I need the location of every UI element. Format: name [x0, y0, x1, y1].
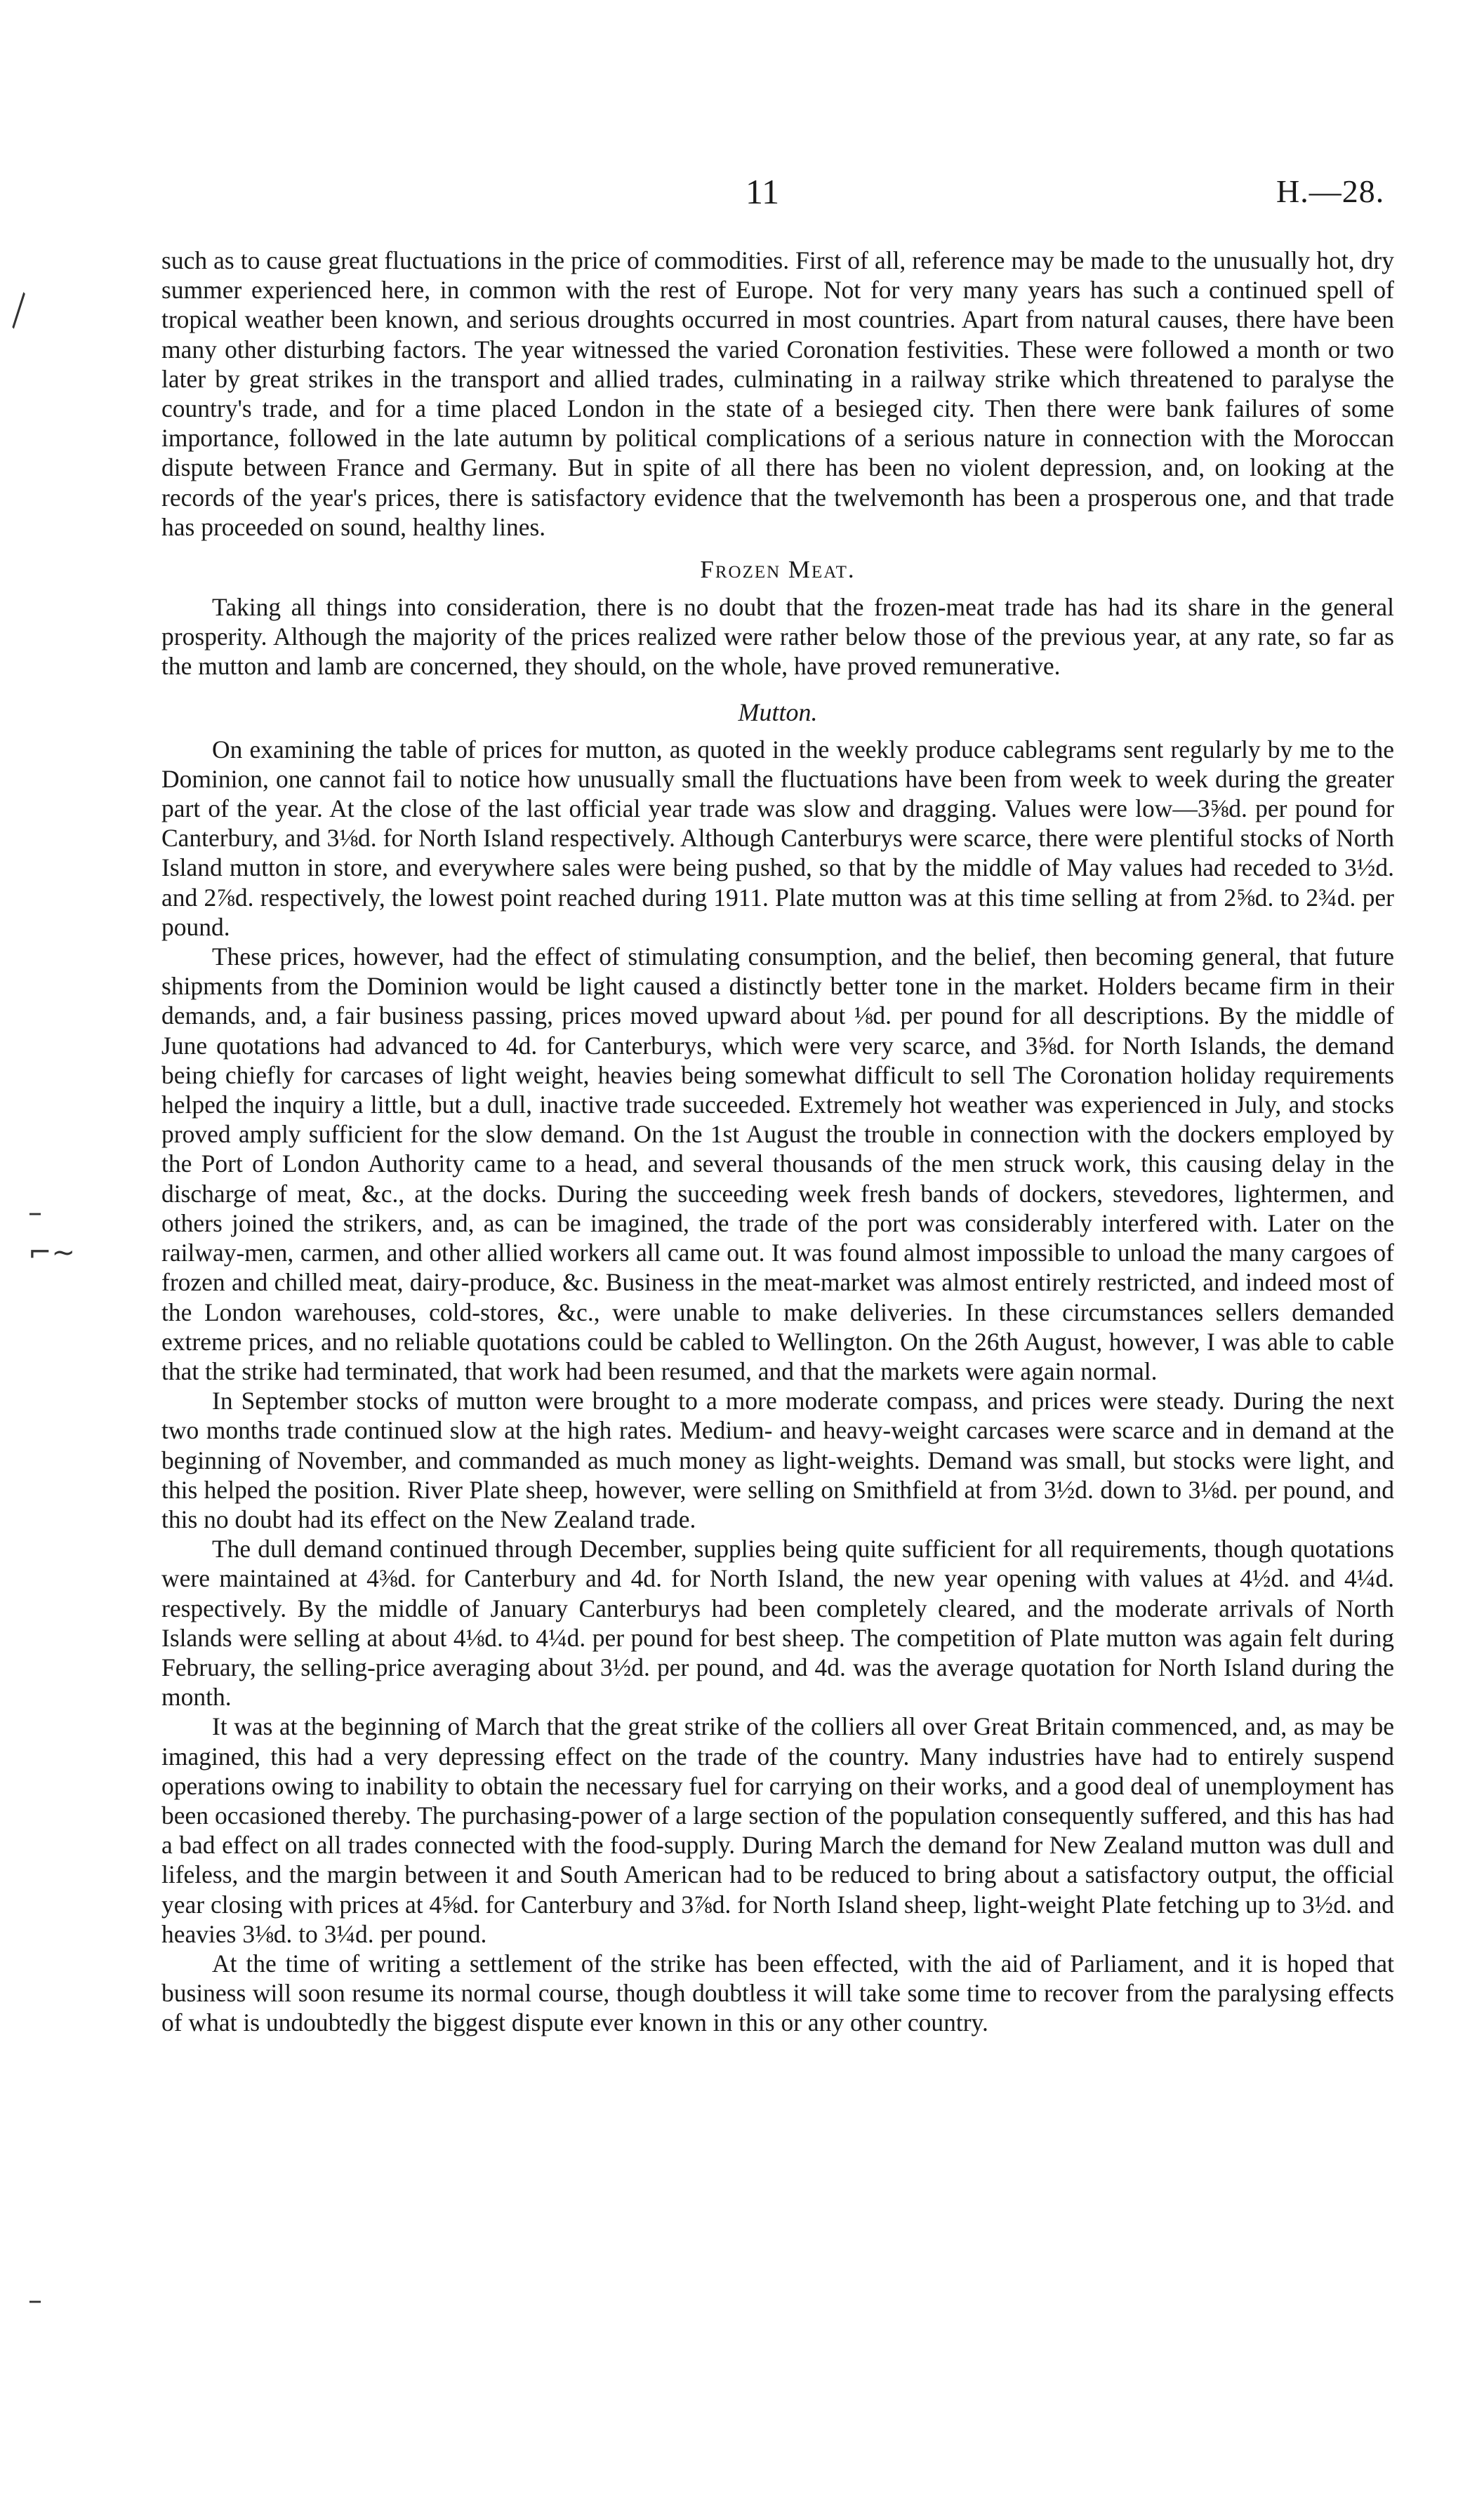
margin-mark: – — [28, 2284, 42, 2316]
mutton-paragraph: At the time of writing a settlement of the strike has been effected, with the aid of Parliament, and it is hoped that business will soon resume its normal course, though doubtless it will take some time to recover from the paralysing effects of what is undoubtedly the biggest dispute ever known in this or any other country. — [161, 1949, 1394, 2037]
mutton-paragraph: These prices, however, had the effect of stimulating consumption, and the belief, then becoming general, that future shipments from the Dominion would be light caused a distinctly better tone in the market. Holders became firm in their demands, and, a fair business passing, prices moved upward about ⅛d. per pound for all descriptions. By the middle of June quotations had advanced to 4d. for Canterburys, which were very scarce, and 3⅝d. for North Islands, the demand being chiefly for carcases of light weight, heavies being somewhat difficult to sell The Coronation holiday requirements helped the inquiry a little, but a dull, inactive trade succeeded. Extremely hot weather was experienced in July, and stocks proved amply sufficient for the slow demand. On the 1st August the trouble in connection with the dockers employed by the Port of London Authority came to a head, and several thousands of the men struck work, this causing delay in the discharge of meat, &c., at the docks. During the succeeding week fresh bands of dockers, stevedores, lightermen, and others joined the strikers, and, as can be imagined, the trade of the port was considerably interfered with. Later on the railway-men, carmen, and other allied workers all came out. It was found almost impossible to unload the many cargoes of frozen and chilled meat, dairy-produce, &c. Business in the meat-market was almost entirely restricted, and indeed most of the London warehouses, cold-stores, &c., were unable to make deliveries. In these circumstances sellers demanded extreme prices, and no reliable quotations could be cabled to Wellington. On the 26th August, however, I was able to cable that the strike had terminated, that work had been resumed, and that the markets were again normal. — [161, 942, 1394, 1385]
margin-mark: ╲ — [1, 293, 36, 328]
intro-paragraph: such as to cause great fluctuations in the price of commodities. First of all, reference may be made to the unusually hot, dry summer experienced here, in common with the rest of Europe. Not for very many years has such a continued spell of tropical weather been known, and serious droughts occurred in most countries. Apart from natural causes, there have been many other disturbing factors. The year witnessed the varied Coronation festivities. These were followed a month or two later by great strikes in the transport and allied trades, culminating in a railway strike which threatened to paralyse the country's trade, and for a time placed London in the state of a besieged city. Then there were bank failures of some importance, followed in the late autumn by political complications of a serious nature in connection with the Moroccan dispute between France and Germany. But in spite of all there has been no violent depression, and, on looking at the records of the year's prices, there is satisfactory evidence that the twelvemonth has been a prosperous one, and that trade has proceeded on sound, healthy lines. — [161, 246, 1394, 541]
page-number: 11 — [746, 172, 780, 211]
document-body — [161, 246, 1394, 2038]
margin-mark: – — [28, 1196, 42, 1229]
mutton-paragraph: The dull demand continued through December, supplies being quite sufficient for all requirements, though quotations were maintained at 4⅜d. for Canterbury and 4d. for North Island, the new year opening with values at 4½d. and 4¼d. respectively. By the middle of January Canterburys had been completely cleared, and the moderate arrivals of North Islands were selling at about 4⅛d. to 4¼d. per pound for best sheep. The competition of Plate mutton was again felt during February, the selling-price averaging about 3½d. per pound, and 4d. was the average quotation for North Island during the month. — [161, 1535, 1394, 1712]
section-heading-frozen-meat: Frozen Meat. — [700, 556, 856, 584]
mutton-paragraph: On examining the table of prices for mutton, as quoted in the weekly produce cablegrams sent regularly by me to the Dominion, one cannot fail to notice how unusually small the fluctuations have been from week to week during the greater part of the year. At the close of the last official year trade was slow and dragging. Values were low—3⅝d. per pound for Canterbury, and 3⅛d. for North Island respectively. Although Canterburys were scarce, there were plentiful stocks of North Island mutton in store, and everywhere sales were being pushed, so that by the middle of May values had receded to 3½d. and 2⅞d. respectively, the lowest point reached during 1911. Plate mutton was at this time selling at from 2⅝d. to 2¾d. per pound. — [161, 735, 1394, 941]
margin-mark: ⌐~ — [28, 1236, 76, 1269]
mutton-paragraph: In September stocks of mutton were brought to a more moderate compass, and prices were steady. During the next two months trade continued slow at the high rates. Medium- and heavy-weight carcases were scarce and in demand at the beginning of November, and commanded as much money as light-weights. Demand was small, but stocks were light, and this helped the position. River Plate sheep, however, were selling on Smithfield at from 3½d. down to 3⅛d. per pound, and this no doubt had its effect on the New Zealand trade. — [161, 1387, 1394, 1533]
document-reference: H.—28. — [1276, 173, 1385, 209]
sub-heading-mutton: Mutton. — [738, 698, 818, 726]
mutton-paragraph: It was at the beginning of March that the great strike of the colliers all over Great Britain commenced, and, as may be imagined, this had a very depressing effect on the trade of the country. Many industries have had to entirely suspend operations owing to inability to obtain the necessary fuel for carrying on their works, and a good deal of unemployment has been occasioned thereby. The purchasing-power of a large section of the population consequently suffered, and this has had a bad effect on all trades connected with the food-supply. During March the demand for New Zealand mutton was dull and lifeless, and the margin between it and South American had to be reduced to bring about a satisfactory output, the official year closing with prices at 4⅝d. for Canterbury and 3⅞d. for North Island sheep, light-weight Plate fetching up to 3½d. and heavies 3⅛d. to 3¼d. per pound. — [161, 1712, 1394, 1948]
page-header — [0, 168, 1484, 225]
frozen-meat-paragraph: Taking all things into consideration, there is no doubt that the frozen-meat trade has had its share in the general prosperity. Although the majority of the prices realized were rather below those of the previous year, at any rate, so far as the mutton and lamb are concerned, they should, on the whole, have proved remunerative. — [161, 593, 1394, 681]
